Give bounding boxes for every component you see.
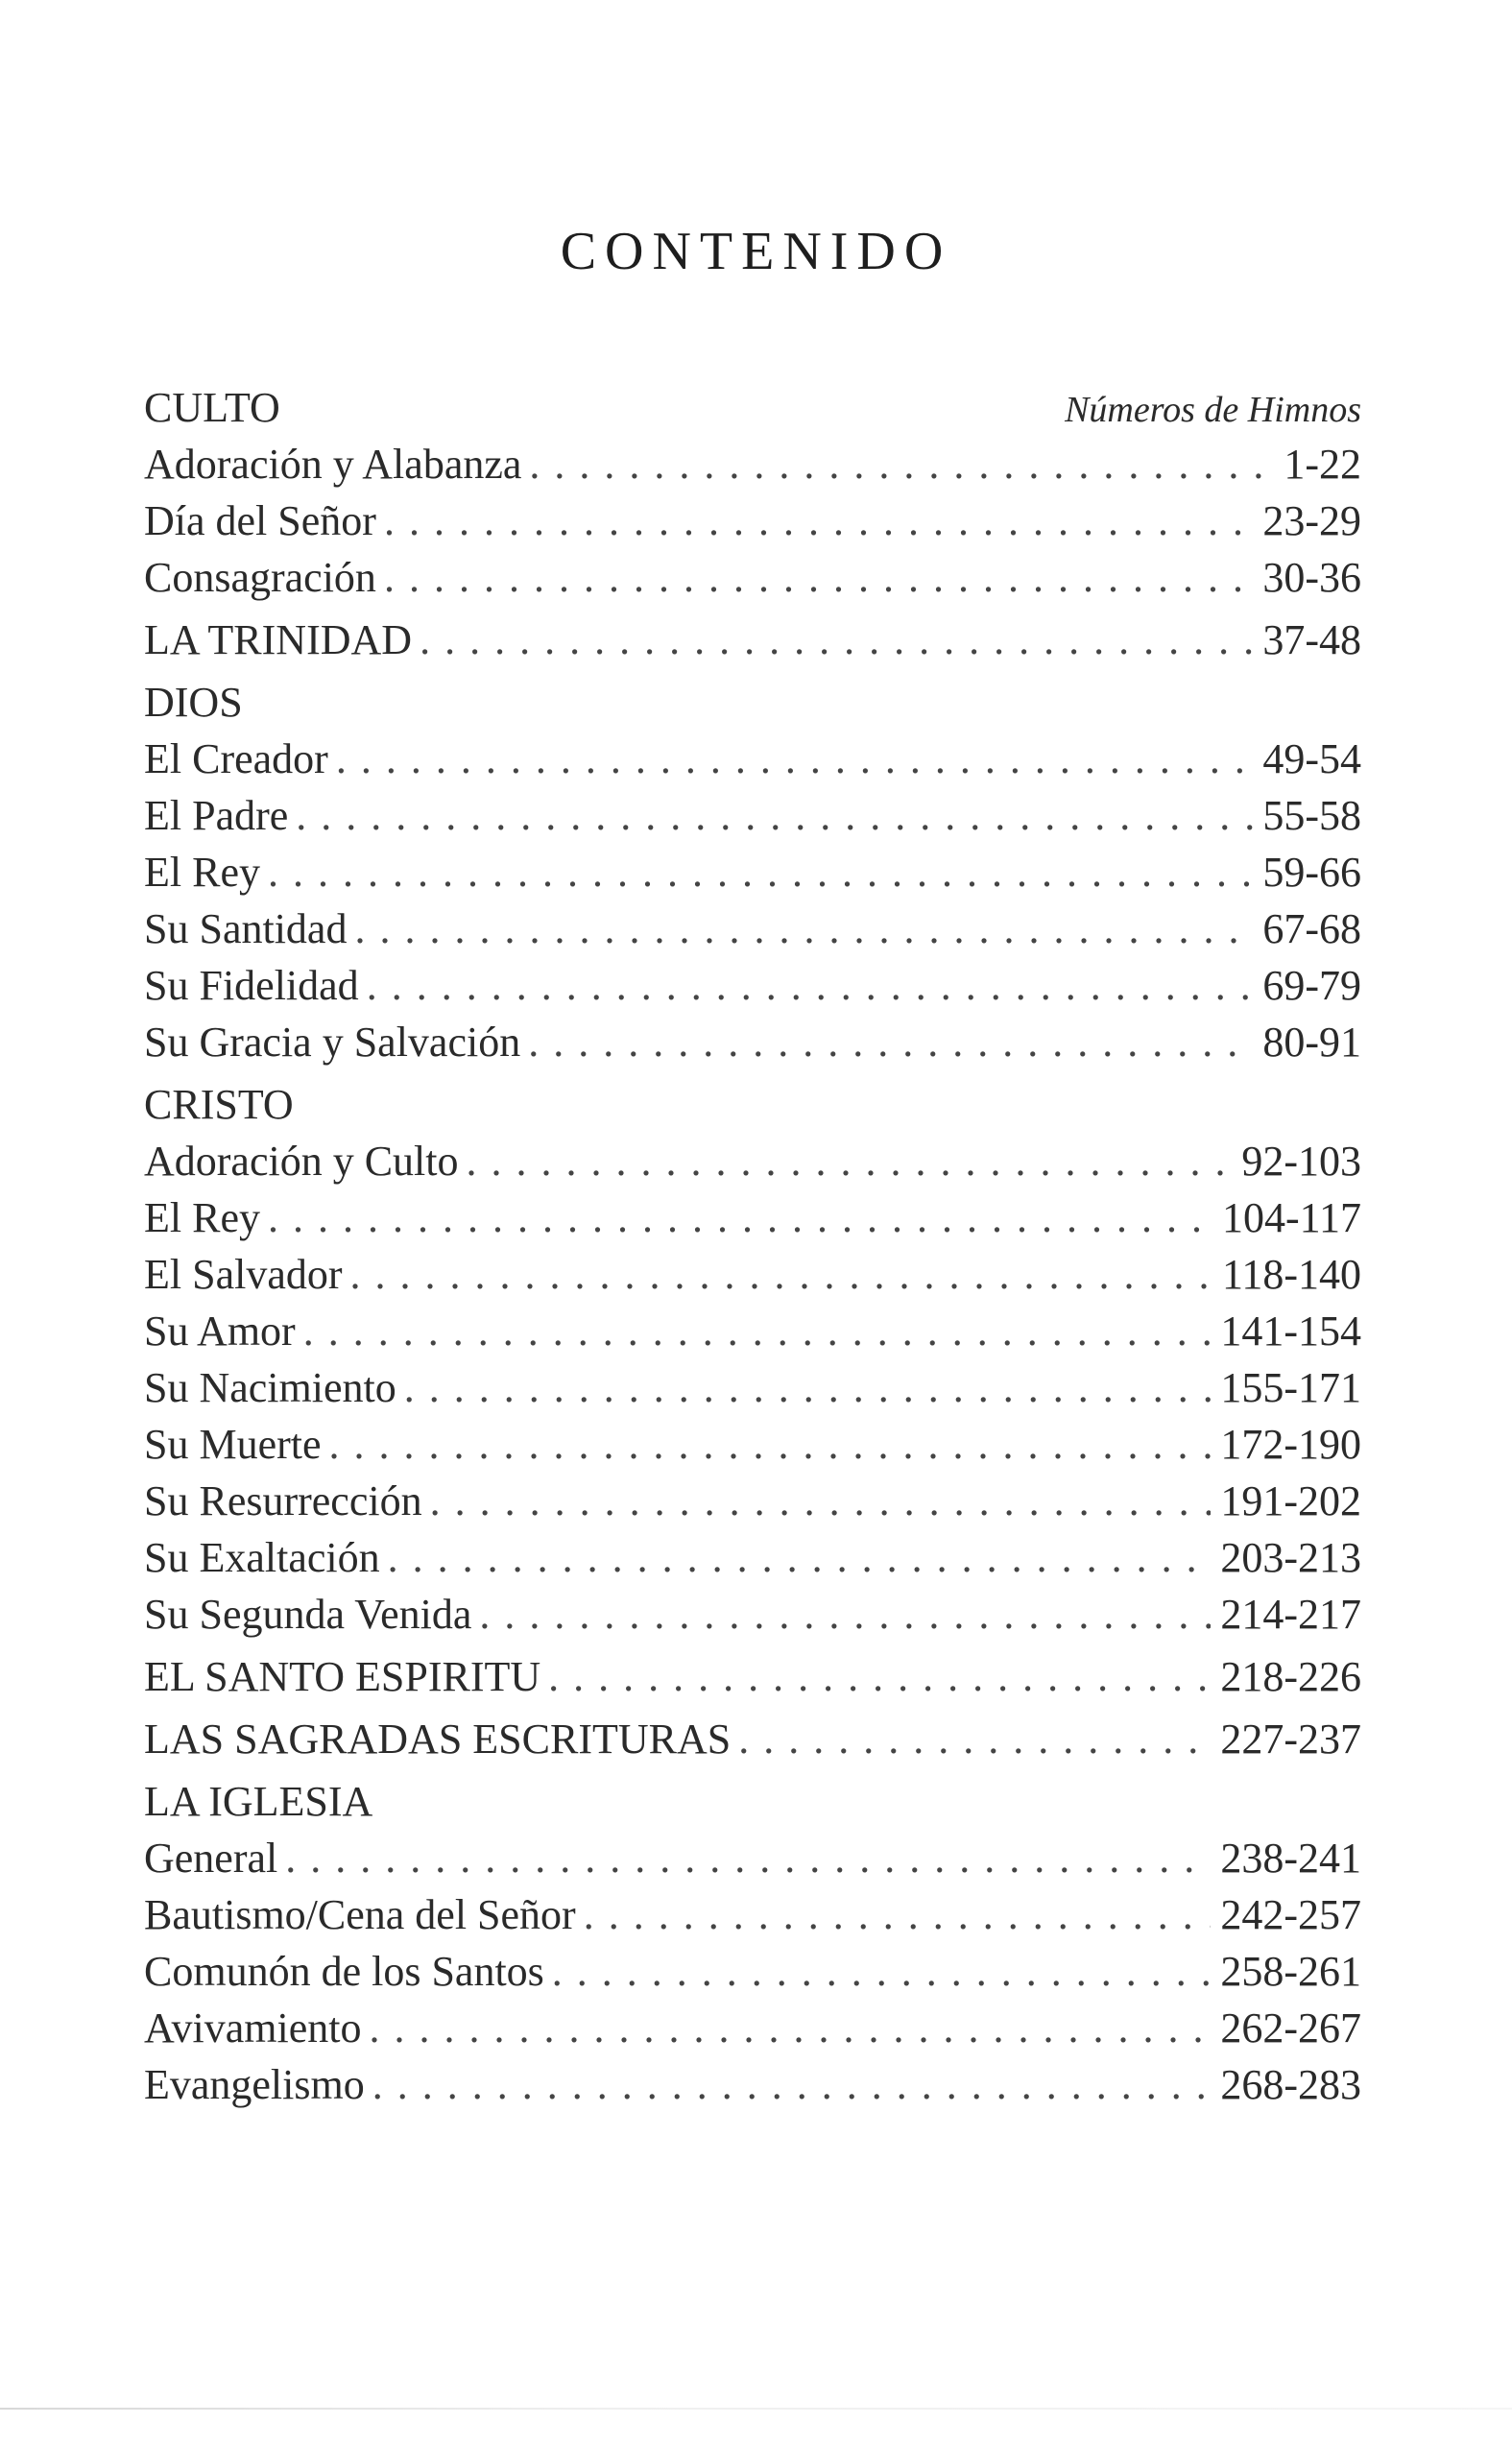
toc-section-heading bbox=[144, 1076, 1361, 1133]
toc-entry bbox=[144, 549, 1361, 606]
dot-leader bbox=[369, 2000, 1211, 2056]
toc-entry-label: Evangelismo bbox=[144, 2061, 365, 2108]
toc-entry-label: El Creador bbox=[144, 735, 328, 782]
dot-leader bbox=[467, 1133, 1233, 1189]
toc-entry bbox=[144, 1133, 1361, 1189]
dot-leader bbox=[529, 436, 1274, 492]
dot-leader bbox=[296, 787, 1253, 844]
dot-leader bbox=[367, 957, 1254, 1014]
hymn-number-range: 49-54 bbox=[1262, 735, 1361, 782]
hymn-number-range: 242-257 bbox=[1220, 1891, 1361, 1938]
toc-entry bbox=[144, 436, 1361, 492]
toc-entry-label: Su Santidad bbox=[144, 905, 348, 952]
toc-entry bbox=[144, 1586, 1361, 1643]
hymn-number-range: 214-217 bbox=[1220, 1591, 1361, 1638]
toc-entry bbox=[144, 1416, 1361, 1473]
toc-entry bbox=[144, 1303, 1361, 1359]
dot-leader bbox=[268, 1189, 1212, 1246]
toc-entry-label: Avivamiento bbox=[144, 2004, 362, 2052]
toc-entry-label: Su Exaltación bbox=[144, 1534, 380, 1581]
toc-entry bbox=[144, 731, 1361, 787]
hymn-number-range: 1-22 bbox=[1284, 441, 1361, 488]
toc-entry-label: Su Nacimiento bbox=[144, 1364, 396, 1411]
dot-leader bbox=[584, 1886, 1212, 1943]
dot-leader bbox=[430, 1473, 1212, 1529]
dot-leader bbox=[552, 1943, 1212, 2000]
toc-entry bbox=[144, 1246, 1361, 1303]
toc-entry-label: CRISTO bbox=[144, 1081, 294, 1128]
hymn-number-range: 55-58 bbox=[1262, 792, 1361, 839]
toc-entry bbox=[144, 787, 1361, 844]
hymn-number-range: 141-154 bbox=[1220, 1308, 1361, 1355]
dot-leader bbox=[354, 900, 1253, 957]
toc-entry-label: Día del Señor bbox=[144, 497, 376, 544]
hymn-number-range: 191-202 bbox=[1220, 1477, 1361, 1524]
toc-entry-label: DIOS bbox=[144, 679, 243, 726]
toc-section-heading bbox=[144, 612, 1361, 668]
toc-entry-label: Comunón de los Santos bbox=[144, 1948, 544, 1995]
toc-entry-label: El Rey bbox=[144, 849, 260, 896]
toc-entry bbox=[144, 2000, 1361, 2056]
dot-leader bbox=[479, 1586, 1211, 1643]
dot-leader bbox=[329, 1416, 1212, 1473]
column-header-hymn-numbers: Números de Himnos bbox=[1065, 390, 1361, 430]
hymn-number-range: 258-261 bbox=[1220, 1948, 1361, 1995]
dot-leader bbox=[372, 2056, 1212, 2113]
toc-entry-label: EL SANTO ESPIRITU bbox=[144, 1653, 541, 1700]
toc-entry-label: El Rey bbox=[144, 1194, 260, 1241]
toc-entry-label: Su Resurrección bbox=[144, 1477, 422, 1524]
hymn-number-range: 118-140 bbox=[1221, 1251, 1361, 1298]
toc-entry-label: El Salvador bbox=[144, 1251, 343, 1298]
toc-entry-label: Su Gracia y Salvación bbox=[144, 1019, 521, 1066]
toc-entry-label: Su Segunda Venida bbox=[144, 1591, 472, 1638]
hymn-number-range: 227-237 bbox=[1220, 1716, 1361, 1763]
toc-section-heading bbox=[144, 1711, 1361, 1767]
table-of-contents bbox=[144, 379, 1361, 2113]
bottom-edge-divider bbox=[0, 2408, 1512, 2410]
toc-entry bbox=[144, 492, 1361, 549]
toc-entry-label: El Padre bbox=[144, 792, 289, 839]
hymn-number-range: 262-267 bbox=[1220, 2004, 1361, 2052]
dot-leader bbox=[388, 1529, 1212, 1586]
hymn-number-range: 172-190 bbox=[1220, 1421, 1361, 1468]
toc-section-heading bbox=[144, 1648, 1361, 1705]
hymn-number-range: 218-226 bbox=[1220, 1653, 1361, 1700]
toc-entry-label: Adoración y Culto bbox=[144, 1138, 459, 1185]
toc-entry-label: Consagración bbox=[144, 554, 376, 601]
hymn-number-range: 155-171 bbox=[1220, 1364, 1361, 1411]
dot-leader bbox=[404, 1359, 1212, 1416]
toc-entry-label: LA TRINIDAD bbox=[144, 616, 413, 663]
hymn-number-range: 37-48 bbox=[1262, 616, 1361, 663]
hymn-number-range: 80-91 bbox=[1262, 1019, 1361, 1066]
toc-entry-label: LA IGLESIA bbox=[144, 1778, 373, 1825]
toc-entry-label: General bbox=[144, 1835, 278, 1882]
toc-entry bbox=[144, 1830, 1361, 1886]
hymn-number-range: 92-103 bbox=[1241, 1138, 1361, 1185]
toc-entry-label: LAS SAGRADAS ESCRITURAS bbox=[144, 1716, 732, 1763]
toc-entry bbox=[144, 1189, 1361, 1246]
hymn-number-range: 104-117 bbox=[1221, 1194, 1361, 1241]
hymn-number-range: 69-79 bbox=[1262, 962, 1361, 1009]
toc-entry bbox=[144, 1886, 1361, 1943]
dot-leader bbox=[303, 1303, 1212, 1359]
dot-leader bbox=[336, 731, 1254, 787]
toc-entry bbox=[144, 844, 1361, 900]
dot-leader bbox=[738, 1711, 1211, 1767]
toc-entry bbox=[144, 900, 1361, 957]
toc-entry-label: Su Muerte bbox=[144, 1421, 322, 1468]
toc-entry-label: Adoración y Alabanza bbox=[144, 441, 522, 488]
hymn-number-range: 23-29 bbox=[1262, 497, 1361, 544]
toc-entry bbox=[144, 1943, 1361, 2000]
dot-leader bbox=[350, 1246, 1212, 1303]
hymn-number-range: 203-213 bbox=[1220, 1534, 1361, 1581]
hymn-number-range: 67-68 bbox=[1262, 905, 1361, 952]
toc-entry bbox=[144, 1359, 1361, 1416]
dot-leader bbox=[420, 612, 1253, 668]
toc-entry bbox=[144, 2056, 1361, 2113]
dot-leader bbox=[384, 549, 1253, 606]
toc-section-heading bbox=[144, 674, 1361, 731]
toc-entry-label: Su Fidelidad bbox=[144, 962, 359, 1009]
dot-leader bbox=[528, 1014, 1253, 1070]
toc-entry bbox=[144, 1014, 1361, 1070]
toc-entry bbox=[144, 957, 1361, 1014]
hymn-number-range: 30-36 bbox=[1262, 554, 1361, 601]
toc-entry bbox=[144, 1529, 1361, 1586]
hymn-number-range: 238-241 bbox=[1220, 1835, 1361, 1882]
dot-leader bbox=[285, 1830, 1211, 1886]
toc-entry bbox=[144, 1473, 1361, 1529]
hymn-number-range: 268-283 bbox=[1220, 2061, 1361, 2108]
dot-leader bbox=[268, 844, 1253, 900]
toc-entry-label: CULTO bbox=[144, 384, 280, 431]
toc-entry-label: Su Amor bbox=[144, 1308, 296, 1355]
dot-leader bbox=[548, 1648, 1211, 1705]
page-title: CONTENIDO bbox=[560, 221, 952, 281]
toc-section-heading bbox=[144, 1773, 1361, 1830]
toc-section-heading bbox=[144, 379, 1361, 436]
toc-entry-label: Bautismo/Cena del Señor bbox=[144, 1891, 576, 1938]
dot-leader bbox=[384, 492, 1253, 549]
hymn-number-range: 59-66 bbox=[1262, 849, 1361, 896]
